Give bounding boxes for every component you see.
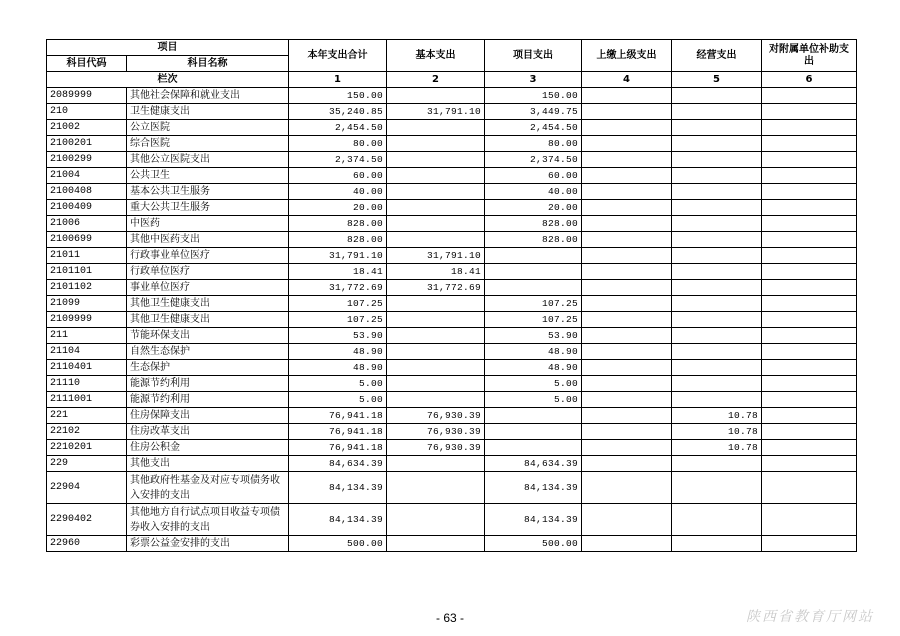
project-cell	[485, 264, 582, 280]
basic-cell	[387, 152, 485, 168]
subject-name-cell: 能源节约利用	[127, 376, 289, 392]
basic-cell	[387, 120, 485, 136]
project-cell: 5.00	[485, 392, 582, 408]
operating-cell	[672, 344, 762, 360]
table-row	[47, 456, 857, 472]
column-number: 5	[672, 72, 762, 88]
project-cell	[485, 248, 582, 264]
table-row	[47, 168, 857, 184]
subject-code-cell: 2100201	[47, 136, 127, 152]
project-cell: 20.00	[485, 200, 582, 216]
subsidy-cell	[762, 184, 857, 200]
subject-name-cell: 其他公立医院支出	[127, 152, 289, 168]
table-row	[47, 264, 857, 280]
basic-cell	[387, 504, 485, 536]
basic-cell	[387, 360, 485, 376]
table-row	[47, 88, 857, 104]
subject-code-cell: 211	[47, 328, 127, 344]
subsidy-cell	[762, 408, 857, 424]
subsidy-cell	[762, 88, 857, 104]
subsidy-cell	[762, 344, 857, 360]
total-cell: 40.00	[289, 184, 387, 200]
total-cell: 107.25	[289, 312, 387, 328]
subject-code-cell: 210	[47, 104, 127, 120]
upper-payment-cell	[582, 104, 672, 120]
operating-cell	[672, 280, 762, 296]
subject-code-cell: 21011	[47, 248, 127, 264]
header-subject-code: 科目代码	[47, 56, 127, 72]
basic-cell	[387, 456, 485, 472]
total-cell: 2,454.50	[289, 120, 387, 136]
subject-name-cell: 其他政府性基金及对应专项债务收入安排的支出	[127, 472, 289, 504]
subsidy-cell	[762, 376, 857, 392]
basic-cell	[387, 392, 485, 408]
upper-payment-cell	[582, 264, 672, 280]
total-cell: 828.00	[289, 232, 387, 248]
column-number: 4	[582, 72, 672, 88]
operating-cell	[672, 264, 762, 280]
table-row	[47, 136, 857, 152]
operating-cell	[672, 120, 762, 136]
subject-code-cell: 2100299	[47, 152, 127, 168]
total-cell: 84,634.39	[289, 456, 387, 472]
table-row	[47, 296, 857, 312]
subject-name-cell: 住房改革支出	[127, 424, 289, 440]
upper-payment-cell	[582, 440, 672, 456]
subject-code-cell: 22102	[47, 424, 127, 440]
subject-name-cell: 其他社会保障和就业支出	[127, 88, 289, 104]
subject-name-cell: 公立医院	[127, 120, 289, 136]
table-row	[47, 536, 857, 552]
total-cell: 31,772.69	[289, 280, 387, 296]
basic-cell	[387, 200, 485, 216]
subject-name-cell: 中医药	[127, 216, 289, 232]
upper-payment-cell	[582, 536, 672, 552]
subject-code-cell: 22904	[47, 472, 127, 504]
operating-cell	[672, 136, 762, 152]
subject-name-cell: 其他卫生健康支出	[127, 312, 289, 328]
subject-code-cell: 21004	[47, 168, 127, 184]
subject-code-cell: 2100408	[47, 184, 127, 200]
total-cell: 150.00	[289, 88, 387, 104]
project-cell: 107.25	[485, 312, 582, 328]
header-row-1	[47, 40, 857, 56]
table-row	[47, 424, 857, 440]
operating-cell: 10.78	[672, 408, 762, 424]
total-cell: 35,240.85	[289, 104, 387, 120]
total-cell: 500.00	[289, 536, 387, 552]
basic-cell: 18.41	[387, 264, 485, 280]
upper-payment-cell	[582, 216, 672, 232]
subsidy-cell	[762, 280, 857, 296]
operating-cell	[672, 200, 762, 216]
site-watermark: 陕西省教育厅网站	[746, 609, 874, 625]
subsidy-cell	[762, 440, 857, 456]
operating-cell	[672, 152, 762, 168]
basic-cell	[387, 376, 485, 392]
basic-cell	[387, 296, 485, 312]
subject-code-cell: 2101102	[47, 280, 127, 296]
total-cell: 76,941.18	[289, 408, 387, 424]
operating-cell	[672, 536, 762, 552]
subsidy-cell	[762, 536, 857, 552]
header-row-3	[47, 72, 857, 88]
subsidy-cell	[762, 424, 857, 440]
project-cell	[485, 408, 582, 424]
subsidy-cell	[762, 264, 857, 280]
table-row	[47, 120, 857, 136]
header-column-label: 栏次	[47, 72, 289, 88]
table-row	[47, 312, 857, 328]
total-cell: 84,134.39	[289, 504, 387, 536]
total-cell: 80.00	[289, 136, 387, 152]
basic-cell	[387, 472, 485, 504]
total-cell: 5.00	[289, 392, 387, 408]
subject-name-cell: 生态保护	[127, 360, 289, 376]
basic-cell	[387, 184, 485, 200]
subject-code-cell: 2100409	[47, 200, 127, 216]
subject-name-cell: 重大公共卫生服务	[127, 200, 289, 216]
subject-name-cell: 其他支出	[127, 456, 289, 472]
project-cell: 80.00	[485, 136, 582, 152]
subject-code-cell: 21104	[47, 344, 127, 360]
subsidy-cell	[762, 216, 857, 232]
upper-payment-cell	[582, 504, 672, 536]
table-row	[47, 344, 857, 360]
table-row	[47, 360, 857, 376]
subsidy-cell	[762, 152, 857, 168]
column-number: 1	[289, 72, 387, 88]
subsidy-cell	[762, 296, 857, 312]
upper-payment-cell	[582, 120, 672, 136]
project-cell: 828.00	[485, 232, 582, 248]
upper-payment-cell	[582, 456, 672, 472]
total-cell: 76,941.18	[289, 424, 387, 440]
total-cell: 828.00	[289, 216, 387, 232]
total-cell: 2,374.50	[289, 152, 387, 168]
upper-payment-cell	[582, 136, 672, 152]
subject-name-cell: 能源节约利用	[127, 392, 289, 408]
subject-code-cell: 21110	[47, 376, 127, 392]
project-cell: 84,134.39	[485, 472, 582, 504]
operating-cell	[672, 296, 762, 312]
total-cell: 76,941.18	[289, 440, 387, 456]
subsidy-cell	[762, 168, 857, 184]
upper-payment-cell	[582, 88, 672, 104]
table-row	[47, 152, 857, 168]
table-row	[47, 440, 857, 456]
total-cell: 84,134.39	[289, 472, 387, 504]
subsidy-cell	[762, 472, 857, 504]
operating-cell	[672, 104, 762, 120]
upper-payment-cell	[582, 168, 672, 184]
basic-cell	[387, 312, 485, 328]
basic-cell	[387, 216, 485, 232]
table-row	[47, 232, 857, 248]
subject-name-cell: 基本公共卫生服务	[127, 184, 289, 200]
subject-name-cell: 住房公积金	[127, 440, 289, 456]
table-row	[47, 392, 857, 408]
upper-payment-cell	[582, 280, 672, 296]
subject-code-cell: 2210201	[47, 440, 127, 456]
subject-code-cell: 2111001	[47, 392, 127, 408]
subject-name-cell: 公共卫生	[127, 168, 289, 184]
operating-cell: 10.78	[672, 440, 762, 456]
project-cell: 48.90	[485, 344, 582, 360]
project-cell: 107.25	[485, 296, 582, 312]
basic-cell	[387, 136, 485, 152]
subject-code-cell: 2110401	[47, 360, 127, 376]
project-cell: 40.00	[485, 184, 582, 200]
table-row	[47, 328, 857, 344]
table-row	[47, 104, 857, 120]
subsidy-cell	[762, 392, 857, 408]
total-cell: 31,791.10	[289, 248, 387, 264]
upper-payment-cell	[582, 296, 672, 312]
operating-cell	[672, 376, 762, 392]
operating-cell	[672, 392, 762, 408]
upper-payment-cell	[582, 312, 672, 328]
total-cell: 53.90	[289, 328, 387, 344]
table-row	[47, 280, 857, 296]
project-cell: 53.90	[485, 328, 582, 344]
header-basic: 基本支出	[387, 40, 485, 72]
table-row	[47, 376, 857, 392]
operating-cell	[672, 504, 762, 536]
subject-name-cell: 自然生态保护	[127, 344, 289, 360]
subject-code-cell: 221	[47, 408, 127, 424]
table-row	[47, 408, 857, 424]
subject-code-cell: 21006	[47, 216, 127, 232]
upper-payment-cell	[582, 408, 672, 424]
basic-cell	[387, 88, 485, 104]
project-cell: 60.00	[485, 168, 582, 184]
subject-code-cell: 2101101	[47, 264, 127, 280]
operating-cell	[672, 88, 762, 104]
subject-name-cell: 行政单位医疗	[127, 264, 289, 280]
subject-name-cell: 行政事业单位医疗	[127, 248, 289, 264]
upper-payment-cell	[582, 344, 672, 360]
basic-cell	[387, 168, 485, 184]
upper-payment-cell	[582, 184, 672, 200]
expense-table	[46, 39, 857, 552]
subject-name-cell: 节能环保支出	[127, 328, 289, 344]
project-cell: 500.00	[485, 536, 582, 552]
page-number: - 63 -	[435, 611, 464, 625]
basic-cell	[387, 232, 485, 248]
table-row	[47, 216, 857, 232]
upper-payment-cell	[582, 472, 672, 504]
subject-code-cell: 2089999	[47, 88, 127, 104]
upper-payment-cell	[582, 152, 672, 168]
operating-cell	[672, 312, 762, 328]
upper-payment-cell	[582, 424, 672, 440]
upper-payment-cell	[582, 200, 672, 216]
project-cell: 2,454.50	[485, 120, 582, 136]
header-operating: 经营支出	[672, 40, 762, 72]
total-cell: 18.41	[289, 264, 387, 280]
total-cell: 107.25	[289, 296, 387, 312]
subject-code-cell: 229	[47, 456, 127, 472]
basic-cell: 31,791.10	[387, 248, 485, 264]
header-subsidy: 对附属单位补助支出	[762, 40, 857, 72]
subject-name-cell: 其他卫生健康支出	[127, 296, 289, 312]
subsidy-cell	[762, 232, 857, 248]
basic-cell: 76,930.39	[387, 424, 485, 440]
table-row	[47, 200, 857, 216]
subject-code-cell: 2290402	[47, 504, 127, 536]
subsidy-cell	[762, 248, 857, 264]
subsidy-cell	[762, 360, 857, 376]
basic-cell: 76,930.39	[387, 408, 485, 424]
project-cell: 2,374.50	[485, 152, 582, 168]
project-cell: 828.00	[485, 216, 582, 232]
basic-cell: 31,772.69	[387, 280, 485, 296]
project-cell	[485, 424, 582, 440]
subject-name-cell: 其他中医药支出	[127, 232, 289, 248]
basic-cell	[387, 344, 485, 360]
basic-cell: 76,930.39	[387, 440, 485, 456]
total-cell: 48.90	[289, 360, 387, 376]
header-project: 项目	[47, 40, 289, 56]
subject-name-cell: 其他地方自行试点项目收益专项债券收入安排的支出	[127, 504, 289, 536]
operating-cell	[672, 472, 762, 504]
operating-cell: 10.78	[672, 424, 762, 440]
header-total: 本年支出合计	[289, 40, 387, 72]
subject-code-cell: 21099	[47, 296, 127, 312]
operating-cell	[672, 168, 762, 184]
operating-cell	[672, 456, 762, 472]
subsidy-cell	[762, 312, 857, 328]
total-cell: 48.90	[289, 344, 387, 360]
project-cell: 84,134.39	[485, 504, 582, 536]
basic-cell: 31,791.10	[387, 104, 485, 120]
operating-cell	[672, 184, 762, 200]
table-row	[47, 184, 857, 200]
subsidy-cell	[762, 120, 857, 136]
upper-payment-cell	[582, 376, 672, 392]
subsidy-cell	[762, 136, 857, 152]
total-cell: 20.00	[289, 200, 387, 216]
header-project-expense: 项目支出	[485, 40, 582, 72]
table-row	[47, 504, 857, 536]
subsidy-cell	[762, 200, 857, 216]
operating-cell	[672, 216, 762, 232]
table-row	[47, 472, 857, 504]
subject-code-cell: 2100699	[47, 232, 127, 248]
subsidy-cell	[762, 504, 857, 536]
header-subject-name: 科目名称	[127, 56, 289, 72]
upper-payment-cell	[582, 392, 672, 408]
basic-cell	[387, 536, 485, 552]
subsidy-cell	[762, 104, 857, 120]
subject-code-cell: 21002	[47, 120, 127, 136]
subject-code-cell: 22960	[47, 536, 127, 552]
project-cell: 48.90	[485, 360, 582, 376]
subject-name-cell: 综合医院	[127, 136, 289, 152]
operating-cell	[672, 328, 762, 344]
upper-payment-cell	[582, 232, 672, 248]
project-cell: 5.00	[485, 376, 582, 392]
project-cell	[485, 440, 582, 456]
upper-payment-cell	[582, 248, 672, 264]
subsidy-cell	[762, 328, 857, 344]
subject-code-cell: 2109999	[47, 312, 127, 328]
operating-cell	[672, 232, 762, 248]
basic-cell	[387, 328, 485, 344]
subsidy-cell	[762, 456, 857, 472]
total-cell: 5.00	[289, 376, 387, 392]
total-cell: 60.00	[289, 168, 387, 184]
upper-payment-cell	[582, 328, 672, 344]
subject-name-cell: 彩票公益金安排的支出	[127, 536, 289, 552]
column-number: 2	[387, 72, 485, 88]
operating-cell	[672, 360, 762, 376]
project-cell: 150.00	[485, 88, 582, 104]
column-number: 6	[762, 72, 857, 88]
table-body	[47, 88, 857, 552]
operating-cell	[672, 248, 762, 264]
project-cell: 84,634.39	[485, 456, 582, 472]
column-number: 3	[485, 72, 582, 88]
subject-name-cell: 卫生健康支出	[127, 104, 289, 120]
project-cell	[485, 280, 582, 296]
header-upper-payment: 上缴上级支出	[582, 40, 672, 72]
subject-name-cell: 事业单位医疗	[127, 280, 289, 296]
upper-payment-cell	[582, 360, 672, 376]
project-cell: 3,449.75	[485, 104, 582, 120]
table-row	[47, 248, 857, 264]
subject-name-cell: 住房保障支出	[127, 408, 289, 424]
